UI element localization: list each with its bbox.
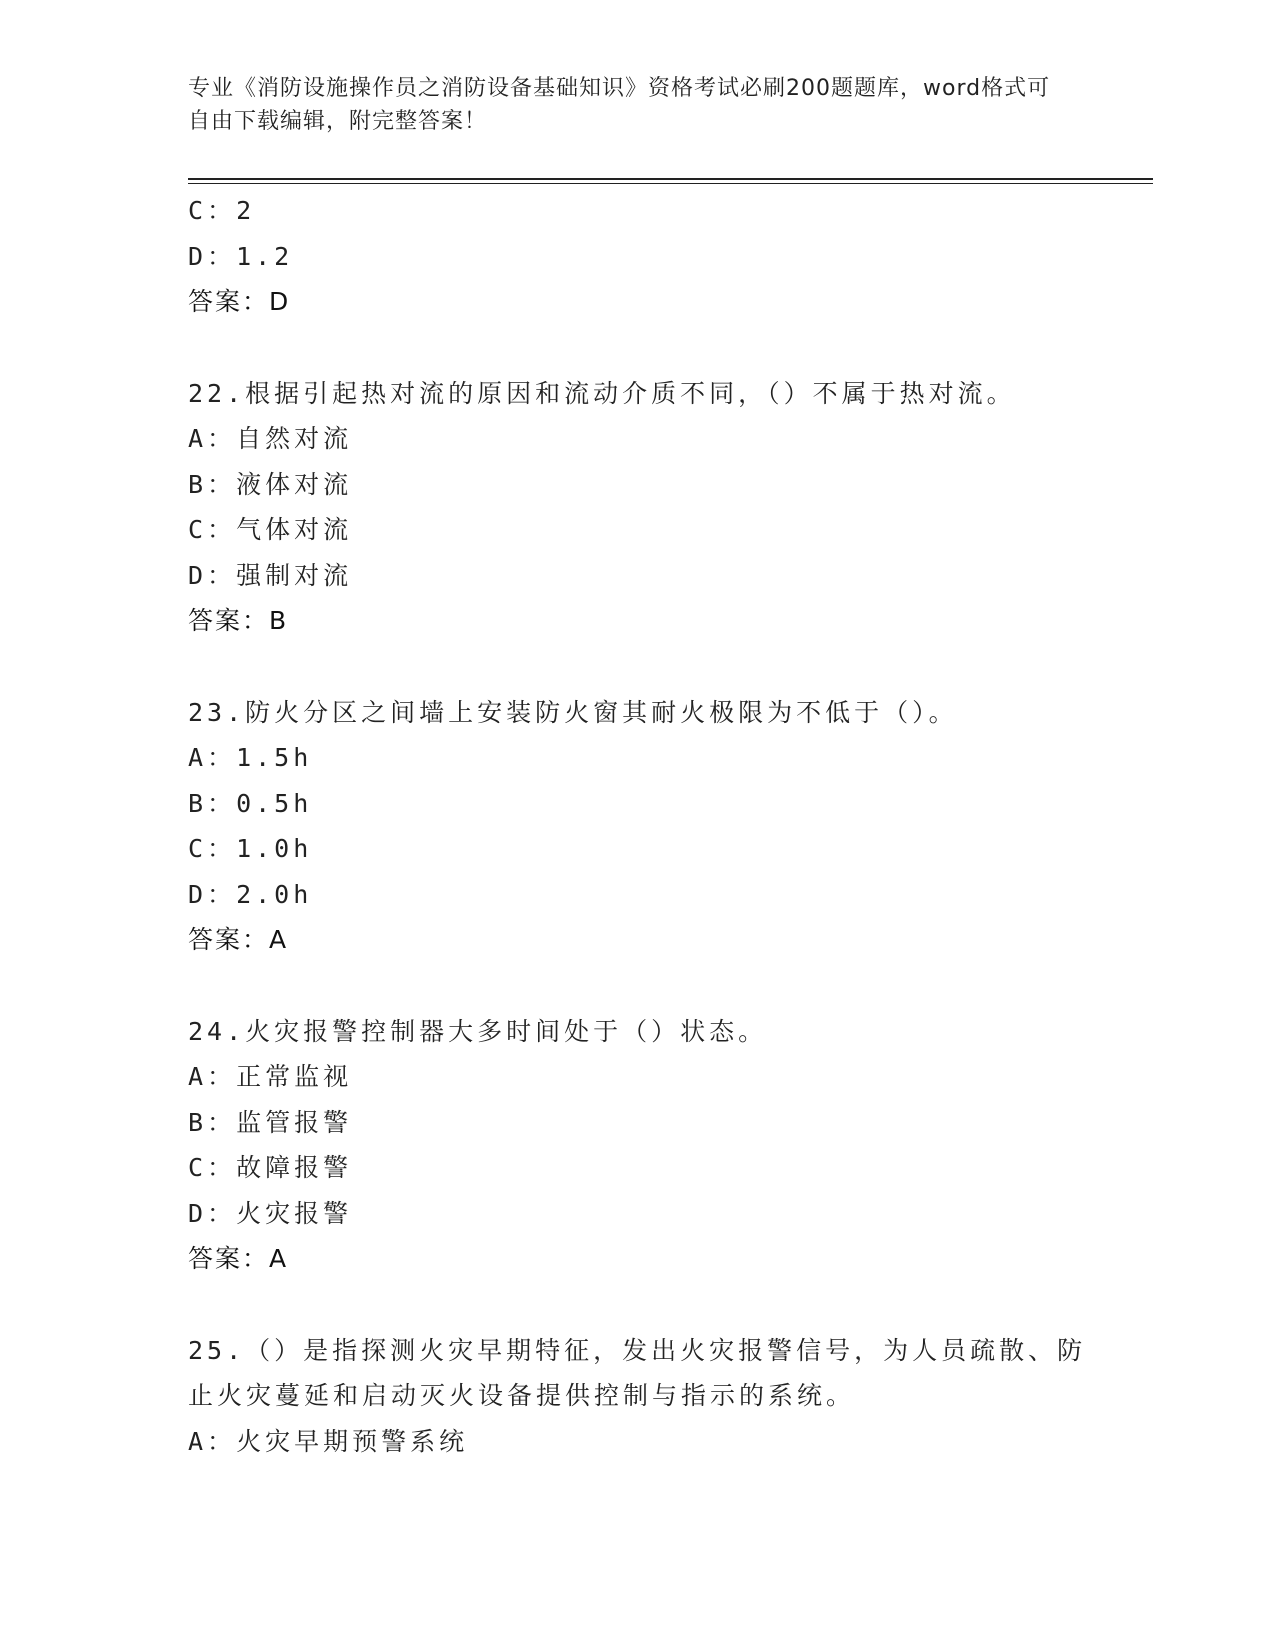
option-text: 气体对流	[236, 515, 353, 544]
option-label: D：	[188, 560, 237, 590]
option-text: 1.2	[236, 241, 294, 271]
spacer	[188, 1282, 1088, 1328]
option-label: A：	[188, 424, 237, 453]
question-stem	[188, 690, 1088, 736]
question-number: 25.	[188, 1335, 246, 1365]
option-d	[188, 553, 1088, 599]
option-a	[188, 735, 1088, 781]
option-text: 正常监视	[236, 1062, 353, 1091]
question-stem	[188, 371, 1088, 417]
option-label: A：	[188, 743, 237, 772]
option-c	[188, 1145, 1088, 1191]
option-label: B：	[188, 788, 237, 818]
question-stem-continued	[188, 1373, 1088, 1419]
option-label: C：	[188, 834, 237, 863]
option-label: A：	[188, 1426, 237, 1456]
option-text: 2	[236, 196, 256, 225]
question-content	[188, 188, 1088, 1464]
question-stem	[188, 1328, 1088, 1374]
spacer	[188, 963, 1088, 1009]
option-text: 火灾早期预警系统	[236, 1426, 469, 1456]
option-label: D：	[188, 241, 237, 271]
spacer	[188, 325, 1088, 371]
question-text: 防火分区之间墙上安装防火窗其耐火极限为不低于（）。	[245, 697, 958, 727]
option-d	[188, 1191, 1088, 1237]
option-a	[188, 1054, 1088, 1100]
option-label: B：	[188, 1107, 237, 1137]
option-label: A：	[188, 1062, 237, 1091]
option-text: 0.5h	[236, 788, 313, 818]
option-label: D：	[188, 1198, 237, 1228]
option-b	[188, 1100, 1088, 1146]
header-rule-thick	[188, 178, 1153, 180]
option-c	[188, 188, 1088, 234]
option-text: 1.0h	[236, 834, 313, 863]
document-header	[188, 72, 1068, 138]
option-label: B：	[188, 469, 237, 499]
option-a	[188, 416, 1088, 462]
question-number: 24.	[188, 1016, 246, 1046]
option-b	[188, 462, 1088, 508]
option-label: C：	[188, 1153, 237, 1182]
answer-line: 答案：B	[188, 606, 289, 635]
question-stem	[188, 1009, 1088, 1055]
option-text: 故障报警	[236, 1153, 353, 1182]
option-text: 1.5h	[236, 743, 313, 772]
option-text: 监管报警	[236, 1107, 353, 1137]
option-text: 火灾报警	[236, 1198, 353, 1228]
question-25	[188, 1328, 1088, 1465]
question-text: 止火灾蔓延和启动灭火设备提供控制与指示的系统。	[188, 1381, 856, 1410]
header-title: 专业《消防设施操作员之消防设备基础知识》资格考试必刷200题题库，word格式可自由下载编辑，附完整答案！	[188, 76, 1051, 134]
question-22	[188, 371, 1088, 644]
option-c	[188, 826, 1088, 872]
option-label: D：	[188, 879, 237, 909]
option-c	[188, 507, 1088, 553]
question-text: （）是指探测火灾早期特征，发出火灾报警信号，为人员疏散、防	[245, 1335, 1087, 1365]
question-24	[188, 1009, 1088, 1282]
spacer	[188, 644, 1088, 690]
option-text: 液体对流	[236, 469, 353, 499]
continued-question-block	[188, 188, 1088, 325]
option-d	[188, 234, 1088, 280]
option-text: 2.0h	[236, 879, 313, 909]
answer-line: 答案：A	[188, 1244, 289, 1273]
option-label: C：	[188, 196, 237, 225]
option-text: 自然对流	[236, 424, 353, 453]
question-text: 火灾报警控制器大多时间处于（）状态。	[245, 1016, 768, 1046]
question-number: 23.	[188, 697, 246, 727]
option-b	[188, 781, 1088, 827]
option-a	[188, 1419, 1088, 1465]
question-number: 22.	[188, 378, 246, 408]
question-text: 根据引起热对流的原因和流动介质不同，（）不属于热对流。	[245, 378, 1016, 408]
answer-line: 答案：A	[188, 925, 289, 954]
option-text: 强制对流	[236, 560, 353, 590]
option-label: C：	[188, 515, 237, 544]
header-rule-thin	[188, 183, 1153, 184]
option-d	[188, 872, 1088, 918]
question-23	[188, 690, 1088, 963]
answer-line: 答案：D	[188, 287, 291, 316]
